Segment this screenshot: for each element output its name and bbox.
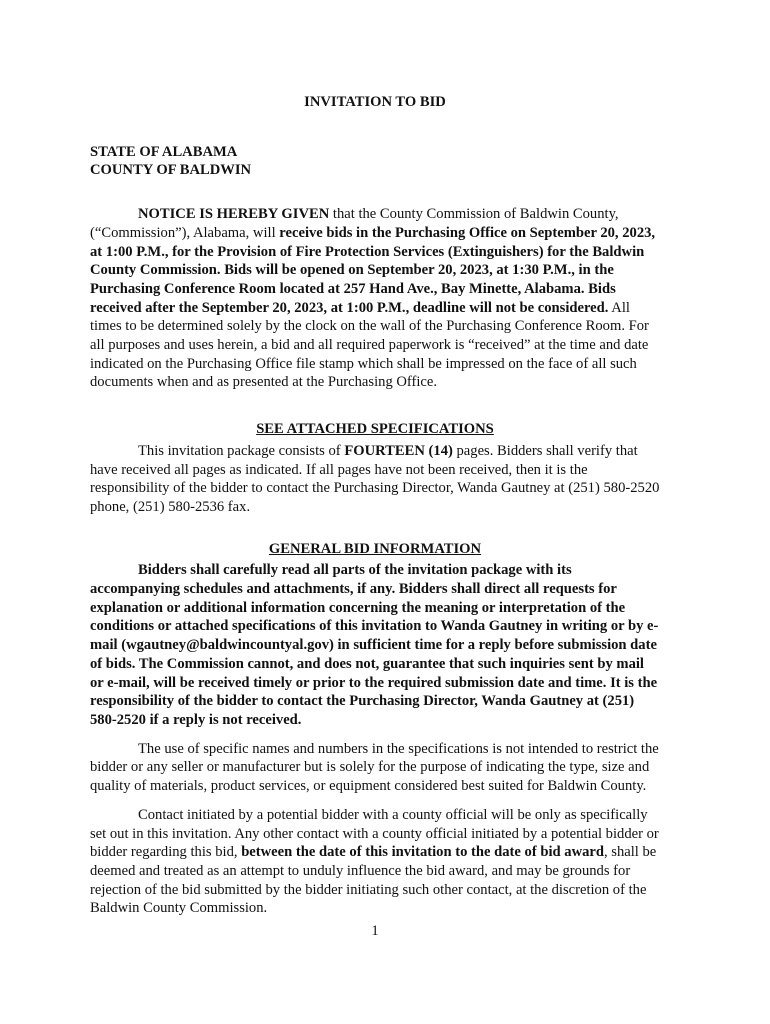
county-heading: COUNTY OF BALDWIN xyxy=(90,162,252,179)
state-heading: STATE OF ALABAMA xyxy=(90,143,238,160)
specs-heading: SEE ATTACHED SPECIFICATIONS xyxy=(256,421,494,438)
page-count: FOURTEEN (14) xyxy=(344,442,453,459)
document-title: INVITATION TO BID xyxy=(304,94,446,110)
specs-text: This invitation package consists of xyxy=(138,442,345,459)
notice-text-2: All times to be determined solely by the clock on the wall of the Purchasing Conference Room. For all purposes and uses herein, a bid and all required paperwork is “received” at the time and date indicated on the Purchasing Office file stamp which shall be impressed on the face of all such documents when and as presented at the Purchasing Office. xyxy=(90,299,649,391)
page-number: 1 xyxy=(371,923,379,940)
contact-text: Contact initiated by a potential bidder with a county official will be only as specifically set out in this invitation. Any other contact with a county official initiated by a potential bidder or bidder regarding this bid, xyxy=(90,806,659,861)
general-paragraph-3 xyxy=(90,806,660,918)
specs-text-2: pages. Bidders shall verify that have received all pages as indicated. If all pages have not been received, then it is the responsibility of the bidder to contact the Purchasing Director, Wanda Gautney at (251) 580-2520 phone, (251) 580-2536 fax. xyxy=(90,442,660,515)
general-heading: GENERAL BID INFORMATION xyxy=(268,540,482,557)
general-paragraph-1: Bidders shall carefully read all parts of the invitation package with its accompanying schedules and attachments, if any. Bidders shall direct all requests for explanation or additional information concerning the meaning or interpretation of the conditions or attached specifications of this invitation to Wanda Gautney in writing or by e-mail (wgautney@baldwincountyal.gov) in sufficient time for a reply before submission date of bids. The Commission cannot, and does not, guarantee that such inquiries sent by mail or e-mail, will be received timely or prior to the required submission date and time. It is the responsibility of the bidder to contact the Purchasing Director, Wanda Gautney at (251) 580-2520 if a reply is not received. xyxy=(90,562,659,728)
specs-paragraph xyxy=(90,442,660,517)
document-page xyxy=(90,93,660,941)
general-paragraph-2: The use of specific names and numbers in the specifications is not intended to restrict the bidder or any seller or manufacturer but is solely for the purpose of indicating the type, size and quality of materials, product services, or equipment considered best suited for Baldwin County. xyxy=(90,740,659,795)
notice-paragraph xyxy=(90,205,660,392)
contact-text-2: , shall be deemed and treated as an attempt to unduly influence the bid award, and may be grounds for rejection of the bid submitted by the bidder initiating such other contact, at the discretion of the Baldwin County Commission. xyxy=(90,844,657,917)
contact-bold-text: between the date of this invitation to the date of bid award xyxy=(241,844,604,861)
notice-text: that the County Commission of Baldwin County, (“Commission”), Alabama, will xyxy=(90,206,619,241)
notice-bold-text: receive bids in the Purchasing Office on September 20, 2023, at 1:00 P.M., for the Provision of Fire Protection Services (Extinguishers) for the Baldwin County Commission. Bids will be opened on September 20, 2023, at 1:30 P.M., in the Purchasing Conference Room located at 257 Hand Ave., Bay Minette, Alabama. Bids received after the September 20, 2023, at 1:00 P.M., deadline will not be considered. xyxy=(90,224,656,316)
notice-lead: NOTICE IS HEREBY GIVEN xyxy=(138,206,330,223)
